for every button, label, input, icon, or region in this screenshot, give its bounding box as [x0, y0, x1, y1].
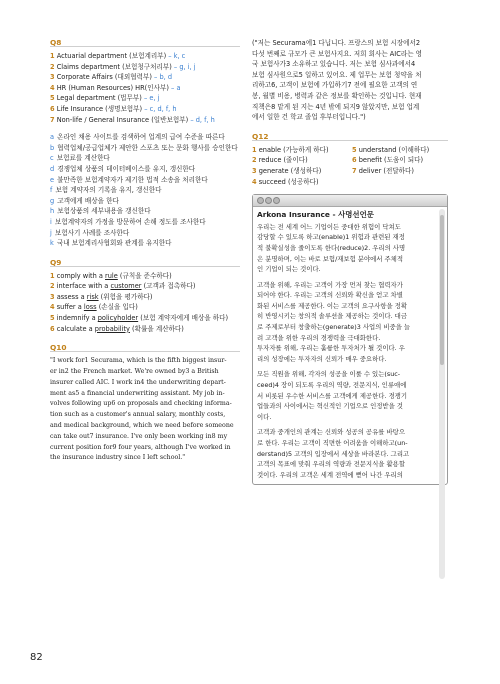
- window-line: ceed)4 장이 되도록 우리의 역량, 전문지식, 인류애에: [257, 381, 407, 390]
- translation-line: 국 보험사가3 소유하고 있습니다. 저는 보험 심사과에서4: [252, 60, 416, 69]
- item-prefix: interface with a: [56, 282, 111, 291]
- q10-text: [50, 356, 240, 464]
- item-number: 4: [252, 177, 257, 186]
- window-line: 적 불확실성을 줄이도록 한다(reduce)2. 우리의 사명: [257, 243, 406, 252]
- window-line: 이다.: [257, 412, 272, 421]
- option-letter: c: [50, 154, 54, 163]
- item-number: 7: [352, 166, 357, 175]
- q8-item: [50, 115, 240, 126]
- item-number: 6: [50, 324, 55, 333]
- item-keyword: loss: [83, 303, 97, 312]
- q9-item: [50, 292, 240, 303]
- item-answer: – c, d, f, h: [144, 104, 177, 113]
- option-text: 온라인 채용 사이트를 검색하여 업계의 급여 수준을 따른다: [57, 133, 225, 142]
- translation-line: 리하고6, 고객이 보험에 가입하기7 전에 필요한 고객의 연: [252, 81, 418, 90]
- q10-line: and medical background, which we need before someone: [50, 422, 234, 430]
- q12-item: [252, 166, 348, 177]
- item-number: 1: [50, 271, 55, 280]
- q12-items: [252, 145, 448, 187]
- item-text: understand (이해하다): [358, 145, 430, 154]
- window-line: 우리는 전 세계 어느 기업이든 중대한 위험이 닥쳐도: [257, 222, 401, 231]
- q9-item: [50, 271, 240, 282]
- q8-option: [50, 206, 240, 217]
- option-letter: f: [50, 186, 53, 195]
- item-prefix: suffer a: [56, 303, 84, 312]
- item-suffix: (위험을 평가하다): [98, 292, 153, 301]
- window-line: 인 기업이 되는 것이다.: [257, 265, 321, 274]
- item-answer: – e, j: [143, 94, 160, 103]
- window-title: Arkona Insurance - 사명선언문: [257, 210, 374, 220]
- window-line: 되어야 한다. 우리는 고객의 신뢰와 확신을 얻고 차별: [257, 291, 403, 300]
- q10-line: tion such as a customer's annual salary, monthly costs,: [50, 411, 226, 419]
- option-text: 협력업체/공급업체가 제안한 스포츠 또는 문화 행사를 승인한다: [57, 143, 238, 152]
- item-keyword: policyholder: [97, 314, 139, 323]
- q12-item: [352, 166, 448, 177]
- item-text: reduce (줄이다): [258, 156, 308, 165]
- translation-line: 보험 심사원으로5 일하고 있어요. 제 업무는 보험 청약을 처: [252, 70, 422, 79]
- item-text: benefit (도움이 되다): [358, 156, 424, 165]
- item-suffix: (보험 계약자에게 배상을 하다): [138, 314, 229, 323]
- q10-translation: [252, 38, 448, 123]
- q12-item: [252, 155, 348, 166]
- window-scrollbar[interactable]: [439, 209, 445, 579]
- item-number: 5: [352, 145, 357, 154]
- translation-line: 직책은8 맡게 된 지는 4년 밖에 되지9 않았지만, 보험 업계: [252, 102, 420, 111]
- item-prefix: comply with a: [56, 271, 106, 280]
- q9-heading: Q9: [50, 258, 240, 267]
- item-text: Actuarial department (보험계리부): [56, 52, 167, 60]
- q8-item: [50, 93, 240, 104]
- window-line: 고객의 목표에 맞춰 우리의 역량과 전문지식을 활용할: [257, 460, 406, 469]
- item-suffix: (규칙을 준수하다): [117, 271, 172, 280]
- q8-option: [50, 196, 240, 207]
- q9-item: [50, 302, 240, 313]
- window-text: [257, 222, 433, 481]
- item-number: 4: [50, 303, 55, 312]
- item-number: 6: [50, 104, 55, 113]
- zoom-window-icon[interactable]: [273, 197, 280, 204]
- item-number: 7: [50, 115, 55, 124]
- window-line: 모든 직원을 위해, 각자의 성공을 이룰 수 있는(suc-: [257, 370, 401, 379]
- q12-item: [352, 155, 448, 166]
- window-line: 것이다. 우리의 고객은 세계 전역에 뻗어 나간 우리의: [257, 470, 403, 479]
- option-letter: d: [50, 164, 55, 173]
- item-keyword: customer: [110, 282, 142, 291]
- item-suffix: (고객과 접촉하다): [141, 282, 196, 291]
- q12-item: [352, 145, 448, 156]
- q12-heading: Q12: [252, 132, 448, 141]
- q10-heading: Q10: [50, 343, 240, 352]
- window-line: 고객과 중개인의 관계는 신뢰와 성공의 공유를 바탕으: [257, 428, 406, 437]
- q8-option: [50, 132, 240, 143]
- q8-item: [50, 83, 240, 94]
- item-number: 4: [50, 83, 55, 92]
- item-number: 6: [352, 156, 357, 165]
- q9-item: [50, 313, 240, 324]
- option-letter: h: [50, 207, 55, 216]
- q8-option: [50, 228, 240, 239]
- option-letter: e: [50, 175, 55, 184]
- item-number: 3: [50, 292, 55, 301]
- item-number: 1: [50, 52, 55, 60]
- window-line: 화된 서비스를 제공한다. 이는 고객의 요구사항을 정확: [257, 301, 408, 310]
- q10-line: insurer called AIC. I work in4 the underwriting depart-: [50, 378, 226, 386]
- page-number: 82: [30, 652, 43, 663]
- q10-line: can take out7 insurance. I've only been working in8 my: [50, 432, 228, 440]
- option-text: 불만족한 보험계약자가 제기한 법적 소송을 처리한다: [57, 175, 208, 184]
- option-text: 보험료를 계산한다: [56, 154, 110, 163]
- option-letter: b: [50, 143, 55, 152]
- item-number: 2: [50, 62, 55, 71]
- q10-line: er in2 the French market. We're owned by3 a British: [50, 368, 219, 376]
- item-text: enable (가능하게 하다): [258, 145, 329, 154]
- option-text: 고객에게 배상을 한다: [57, 196, 119, 205]
- item-number: 3: [50, 73, 55, 82]
- item-text: Non-life / General Insurance (일반보험부): [56, 115, 189, 124]
- item-text: succeed (성공하다): [258, 177, 319, 186]
- q12-item: [252, 145, 348, 156]
- item-text: Legal department (법무부): [56, 94, 142, 103]
- scrollbar-thumb[interactable]: [440, 215, 444, 365]
- window-titlebar: [253, 195, 447, 207]
- q8-option: [50, 185, 240, 196]
- window-line: 서 비롯된 우수한 서비스를 고객에게 제공한다. 경쟁기: [257, 391, 408, 400]
- q8-option: [50, 153, 240, 164]
- option-letter: a: [50, 133, 55, 142]
- item-answer: – d, f, h: [190, 115, 215, 124]
- q8-item: [50, 51, 240, 62]
- q8-heading: Q8: [50, 38, 240, 47]
- option-text: 경쟁업체 상품의 데이터베이스를 유지, 갱신한다: [57, 164, 196, 173]
- window-line: derstand)5 고객의 입장에서 세상을 바라본다. 그리고: [257, 449, 410, 458]
- item-number: 5: [50, 314, 55, 323]
- option-text: 보험 계약자의 기록을 유지, 갱신한다: [55, 186, 162, 195]
- q8-option: [50, 238, 240, 249]
- item-answer: – a: [171, 83, 181, 92]
- item-number: 2: [50, 282, 55, 291]
- option-letter: j: [50, 228, 52, 237]
- item-answer: – k, c: [168, 52, 186, 60]
- window-line: 려 고객을 위한 우리의 경쟁력을 극대화한다.: [257, 333, 381, 342]
- q8-options: [50, 132, 240, 249]
- q9-item: [50, 324, 240, 335]
- item-text: Claims department (보험청구처리부): [56, 62, 172, 71]
- q9-items: [50, 271, 240, 335]
- window-body: [253, 207, 447, 484]
- item-text: deliver (전달하다): [358, 166, 414, 175]
- window-line: 고객을 위해, 우리는 고객이 가장 먼저 찾는 협력자가: [257, 280, 403, 289]
- q10-line: volves following up6 on proposals and checking informa-: [50, 400, 232, 408]
- item-suffix: (확률을 계산하다): [129, 324, 184, 333]
- item-suffix: (손실을 입다): [96, 303, 138, 312]
- window-line: 감당할 수 있도록 하고(enable)1 위험과 관련된 재정: [257, 233, 405, 242]
- option-letter: i: [50, 217, 52, 226]
- item-number: 5: [50, 94, 55, 103]
- item-keyword: risk: [86, 292, 99, 301]
- translation-line: ("저는 Securama에1 다닙니다. 프랑스의 보험 시장에서2: [252, 39, 421, 47]
- item-number: 2: [252, 156, 257, 165]
- q10-line: the insurance industry since I left school.": [50, 454, 186, 462]
- q8-item: [50, 104, 240, 115]
- q8-option: [50, 143, 240, 154]
- q10-line: current position for9 four years, although I've worked in: [50, 443, 231, 451]
- option-letter: k: [50, 239, 54, 248]
- item-prefix: calculate a: [56, 324, 95, 333]
- option-text: 보험계약자의 가정을 방문하여 손해 정도를 조사한다: [54, 217, 206, 226]
- q12-item: [252, 177, 348, 188]
- window-line: 은 분명하며, 이는 바로 보험/재보험 분야에서 주체적: [257, 254, 404, 263]
- option-letter: g: [50, 196, 55, 205]
- item-number: 1: [252, 145, 257, 154]
- item-text: generate (생성하다): [258, 166, 322, 175]
- q8-option: [50, 175, 240, 186]
- item-text: HR (Human Resources) HR(인사부): [56, 83, 169, 92]
- item-number: 3: [252, 166, 257, 175]
- window-line: 업들과의 사이에서는 혁신적인 기업으로 인정받을 것: [257, 402, 403, 411]
- translation-line: 봉, 월별 비용, 병력과 같은 정보를 확인하는 것입니다. 현재: [252, 91, 422, 100]
- window-line: 히 반영시키는 창의적 솔루션을 제공하는 것이다. 대금: [257, 312, 408, 321]
- item-text: Corporate Affairs (대외협력부): [56, 73, 152, 82]
- option-text: 보험상품의 세부내용을 갱신한다: [57, 207, 151, 216]
- option-text: 보험사기 사례를 조사한다: [54, 228, 130, 237]
- q8-item: [50, 72, 240, 83]
- item-prefix: indemnify a: [56, 314, 98, 323]
- q8-items: [50, 51, 240, 125]
- q8-option: [50, 164, 240, 175]
- right-column: [252, 38, 448, 485]
- item-keyword: probability: [94, 324, 130, 333]
- item-answer: – g, i, j: [173, 62, 196, 71]
- item-keyword: rule: [105, 271, 118, 280]
- q10-line: "I work for1 Securama, which is the fifth biggest insur-: [50, 357, 227, 365]
- close-window-icon[interactable]: [257, 197, 264, 204]
- window-line: 로 한다. 우리는 고객이 직면한 어려움을 이해하고(un-: [257, 439, 408, 447]
- option-text: 국내 보험계리사협회와 관계를 유지한다: [56, 239, 172, 248]
- mission-statement-window: [252, 194, 448, 485]
- q9-item: [50, 281, 240, 292]
- translation-line: 다섯 번째로 규모가 큰 보험사지요. 저희 회사는 AIC라는 영: [252, 49, 423, 58]
- window-line: 로 주제로부터 창출하는(generate)3 사업의 비중을 늘: [257, 323, 411, 332]
- minimize-window-icon[interactable]: [265, 197, 272, 204]
- translation-line: 에서 일한 건 학교 졸업 후부터입니다."): [252, 113, 366, 122]
- q8-option: [50, 217, 240, 228]
- q8-item: [50, 62, 240, 73]
- window-line: 투자자를 위해, 우리는 훌륭한 투자처가 될 것이다. 우: [257, 344, 405, 353]
- item-prefix: assess a: [56, 292, 87, 301]
- q10-line: ment as5 a financial underwriting assistant. My job in-: [50, 389, 225, 397]
- item-text: Life Insurance (생명보험부): [56, 104, 143, 113]
- left-column: [50, 38, 240, 464]
- item-answer: – b, d: [154, 73, 173, 82]
- q12-item: [352, 177, 448, 188]
- window-line: 리의 성장에는 투자자의 신뢰가 매우 중요하다.: [257, 354, 387, 363]
